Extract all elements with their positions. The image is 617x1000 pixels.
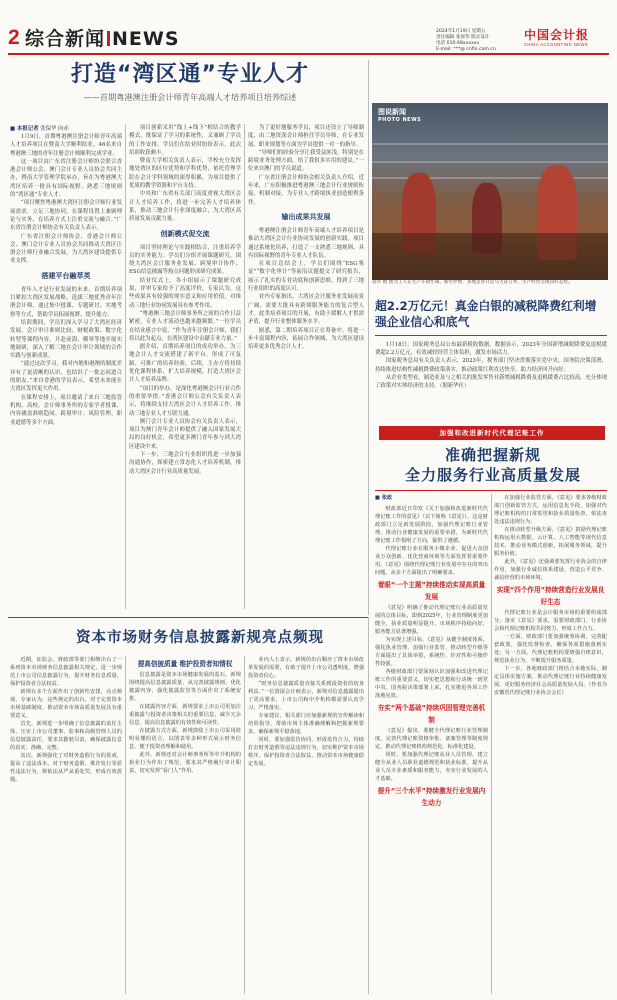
column-divider xyxy=(368,617,369,994)
paragraph: 项目创新采用“线上+线下”相结合的教学模式，既保证了学习的系统性，又兼顾了学员的工作安排。学员们在结业时纷纷表示，此次培训收获颇丰。 xyxy=(129,125,241,156)
paragraph: 粤港澳注册会计师青年高端人才培养项目是推动大湾区会计行业协同发展的创新实践。项目通过系统化培养，打造了一支熟悉三地规则、具有国际视野的青年专业人才队伍。 xyxy=(248,227,364,259)
paragraph: 此外，新规还对会计师事务所等中介机构的执业行为作出了规范，要求其严格履行审计职责，切实发挥“看门人”作用。 xyxy=(129,752,241,774)
photo-light-row xyxy=(372,161,608,163)
paragraph: 1月9日，首期粤港澳注册会计师青年高端人才培养项目在暨南大学顺利结业，46名来自粤港澳三地的青年注册会计师顺利完成学业。 xyxy=(10,134,122,157)
story4-column-3 xyxy=(248,656,364,994)
story3-kicker-banner: 加强和改进新时代代理记账工作 xyxy=(379,426,605,440)
paragraph: “项目的举办，是深化粤港澳会计行业合作的重要举措。”香港会计师公会有关负责人表示，将继续支持大湾区会计人才培养工作，推动三地专业人才互联互通。 xyxy=(129,385,241,417)
paragraph: 下一步，三地会计行业组织将进一步加强沟通协作，探索建立常态化人才培养机制，推动大湾区会计行业高质量发展。 xyxy=(129,451,241,475)
column-divider xyxy=(244,656,245,994)
paragraph: 此外，《意见》还强调要发挥行业协会的自律作用，加强行业诚信体系建设，营造公平竞争、诚信经营的市场环境。 xyxy=(494,559,607,581)
masthead xyxy=(8,26,609,52)
paragraph: 信息披露是资本市场健康发展的基石。新规围绕提高信息披露质量，从完善披露规则、优化披露内容、强化披露监管等方面作出了系统安排。 xyxy=(129,672,241,702)
lead-subhead-1: 搭建平台融萃英 xyxy=(41,271,91,280)
story3-byline: ■ 张政 xyxy=(375,495,393,501)
paragraph: 暨南大学相关负责人表示，学校充分发挥地处湾区的区位优势和学科优势，依托管理学院在会计学科领域的深厚积累，为项目提供了优质的教学资源和平台支持。 xyxy=(129,158,241,190)
issue-line: E-mail: ***@ cnfin.com.cn xyxy=(436,47,496,52)
photo-light-row xyxy=(372,143,608,145)
story3-headline-line: 全力服务行业高质量发展 xyxy=(404,466,581,484)
story3-column-1 xyxy=(375,494,488,994)
photo-caption xyxy=(372,280,608,294)
paragraph: 澳门会计专业人员协会有关负责人表示，项目为澳门青年会计师提供了融入国家发展大局的良好机会，希望更多澳门青年参与到大湾区建设中来。 xyxy=(129,418,241,450)
issue-line: 责任编辑 张保华 版式设计 xyxy=(436,35,490,40)
issue-info xyxy=(436,29,521,53)
paragraph: 据悉，第二期培养项目正在筹备中，将进一步丰富课程内容，拓展合作领域，为大湾区建设培养更多优秀会计人才。 xyxy=(248,327,364,351)
photo-tag xyxy=(378,108,421,124)
story4-headline: 资本市场财务信息披露新规亮点频现 xyxy=(76,630,324,646)
story3-subhead: 夯实“两个基础”持续巩固管理完善机制 xyxy=(377,704,486,724)
lead-column-2 xyxy=(129,124,241,613)
paragraph: 一方面，财政部门要加强统筹协调，完善配套政策，强化监督检查，确保各项措施落到实处；另一方面，代理记账机构要增强自律意识，规范执业行为，不断提升服务质量。 xyxy=(494,634,607,664)
paragraph: 《意见》提出，要健全代理记账行业管理制度，完善代理记账资格审批、备案管理等制度规定，推动代理记账机构规范化、标准化建设。 xyxy=(375,728,488,750)
paragraph: 为实现上述目标，《意见》从健全制度体系、强化执业管理、加强行业监管、推动转型升级等方面提出了具体举措，系统性、针对性和可操作性较强。 xyxy=(375,637,488,667)
story3-rule xyxy=(375,490,607,491)
lead-headline: 打造“湾区通”专业人才 xyxy=(71,62,309,87)
paragraph: 各级财政部门要深刻认识加强和改进代理记账工作的重要意义，切实把思想和行动统一到党中央、国务院决策部署上来，扎实推进各项工作落地见效。 xyxy=(375,669,488,699)
byline-label: ■ 本报记者 xyxy=(10,126,39,132)
paragraph: 其次，新规强化了对财务造假行为的惩戒，提高了违法成本。对于财务造假、欺诈发行等恶性违法行为，将依法从严从重处罚，形成有效震慑。 xyxy=(10,753,122,783)
paragraph: “粤港澳三地会计师事务所之间的合作日益紧密，专业人才流动也越来越频繁。”一位学员在结业感言中说，“作为青年注册会计师，我们将以此为起点，在湾区建设中贡献专业力量。” xyxy=(129,310,241,342)
photo-credit: 高华 摄 xyxy=(372,280,388,285)
page-number: 2 xyxy=(8,26,20,49)
lead-byline xyxy=(10,124,69,132)
paragraph: 在披露内容方面，新规要求上市公司更加注重披露与投资者决策相关的重要信息，减少冗余信息，提高信息披露的有效性和可读性。 xyxy=(129,704,241,726)
story2-body xyxy=(375,341,607,423)
masthead-rule xyxy=(8,53,609,55)
story3-subhead: 提升“三个水平”持续激发行业发展内生动力 xyxy=(377,787,486,807)
paragraph: 首先，新规进一步明确了信息披露的责任主体，压实上市公司董事、监事和高级管理人员的信息披露责任，要求其勤勉尽责，确保披露信息的真实、准确、完整。 xyxy=(10,721,122,751)
section-title-cn: 综合新闻 xyxy=(25,28,106,50)
paragraph: 代理记账行业是会计服务市场的重要组成部分。落实《意见》要求，需要财政部门、行业协会和代理记账机构共同努力，形成工作合力。 xyxy=(494,610,607,632)
byline-names: 张保华 向赤 xyxy=(40,126,69,132)
paragraph: 同时，要加强代理记账从业人员管理，建立健全从业人员职业道德规范和执业标准，提升从业人员专业素质和服务能力，夯实行业发展的人才基础。 xyxy=(375,752,488,782)
paragraph: 结业仪式上，各小组展示了课题研究成果，评审专家给予了高度评价。专家认为，这些成果具有较强的现实意义和应用价值，对推动三地行业协同发展具有参考作用。 xyxy=(129,277,241,309)
paragraph: 项目坚持理论与实践相结合，注重培养学员的实务能力。学员们分组开展课题研究，围绕大湾区会计服务业发展、跨境审计协作、ESG信息披露等热点问题形成研究成果。 xyxy=(129,244,241,276)
news-photo xyxy=(372,103,608,280)
paragraph: 在披露方式方面，新规鼓励上市公司采用简明易懂的语言，以图表等多种形式展示财务信息，便于投资者理解和使用。 xyxy=(129,728,241,750)
story4-top-rule xyxy=(8,617,368,618)
paragraph: 青年人才是行业发展的未来。首期培养项目紧扣大湾区发展战略，选拔三地优秀青年注册会计师，通过集中授课、专题研讨、实地考察等方式，帮助学员拓展视野、提升能力。 xyxy=(10,286,122,318)
paragraph: 从企业类型看，制造业及与之相关的批发零售业新增减税降费及退税缓费占比较高，充分体现了政策对实体经济的支持。（据新华社） xyxy=(375,374,607,390)
section-separator xyxy=(107,31,110,46)
photo-workbench xyxy=(372,233,608,280)
column-divider xyxy=(125,656,126,994)
paragraph: 下一步，各地财政部门将结合本地实际，制定具体实施方案，推动代理记账行业持续健康发展，更好服务经济社会高质量发展大局。（作者为安徽省代理记账行业协会会长） xyxy=(494,666,607,696)
paragraph: 业内专家指出，大湾区会计服务业发展前景广阔，需要大批具有跨境服务能力的复合型人才。此类培养项目的开展，有助于缓解人才供需矛盾，提升行业整体服务水平。 xyxy=(248,294,364,326)
logo-en: CHINA ACCOUNTING NEWS xyxy=(524,42,589,47)
paragraph: 中央和广东省有关部门高度重视大湾区会计人才培养工作，将进一步完善人才培养体系，推动三地会计行业深度融合，为大湾区高质量发展贡献力量。 xyxy=(129,191,241,223)
paragraph: 1月18日，国家税务总局公布最新税收数据，数据显示，2023年全国新增减税降费及退税缓费超2.2万亿元，有效减轻经营主体负担，激发市场活力。 xyxy=(375,342,607,357)
newspaper-logo xyxy=(524,28,609,50)
paragraph: 代理记账行业在服务小微企业、促进大众创业万众创新、优化营商环境等方面发挥着重要作用。《意见》围绕代理记账行业发展中存在的突出问题，从多个方面提出了明确要求。 xyxy=(375,546,488,576)
lead-column-3 xyxy=(248,124,364,613)
paragraph: 新规在多个方面作出了创新性安排，亮点频现。专家认为，这些规定的出台，对于完善资本市场基础制度、推动资本市场高质量发展具有重要意义。 xyxy=(10,689,122,719)
paragraph: 财政部近日印发《关于加强和改进新时代代理记账工作的意见》（以下简称《意见》），这是财政部门立足新发展阶段，加强代理记账行业管理、推动行业健康发展的重要举措，为新时代代理记账工作指明了方向，提供了遵循。 xyxy=(375,506,488,544)
story3-subhead: 着眼“一个主题”持续推动实现高质量发展 xyxy=(377,581,486,601)
paragraph: 在推动转型升级方面，《意见》鼓励代理记账机构运用大数据、云计算、人工智能等现代信息技术，推动业务模式创新，拓展服务领域，提升服务价值。 xyxy=(494,527,607,557)
paragraph: 业内人士表示，新规的出台顺应了资本市场改革发展的需要，有助于提升上市公司透明度，增强投资者信心。 xyxy=(248,657,364,679)
issue-line: 电话 010-68xxxxxx xyxy=(436,41,480,46)
issue-line: 2024年1月19日 星期五 xyxy=(436,29,486,34)
story2-headline: 超2.2万亿元！真金白银的减税降费红利增强企业信心和底气 xyxy=(375,299,597,329)
story3-column-2 xyxy=(494,494,607,994)
photo-caption-text: 图为工人在生产车间忙碌。新年伊始，多地企业开足马力赶订单，生产经营呈现良好态势。 xyxy=(388,280,573,285)
story2-rule xyxy=(375,335,607,336)
paragraph: 为了更好地服务学员，项目还设立了导师制度，由三地资深会计师担任学员导师，在专业发展、职业规划等方面为学员提供一对一的指导。 xyxy=(248,125,364,148)
paragraph: 培训期间，学员们深入学习了大湾区经济发展、会计审计准则比较、财税政策、数字化转型等课程内容，并赴前海、横琴等地开展实地调研，深入了解三地在会计审计领域的合作实践与创新成果。 xyxy=(10,319,122,360)
paragraph: 这一项目由广东省注册会计师协会联合香港会计师公会、澳门会计专业人员协会共同主办，暨南大学管理学院承办，旨在为粤港澳大湾区培养一批具有国际视野、熟悉三地规则的“湾区通”专业人才。 xyxy=(10,158,122,199)
story4-column-1 xyxy=(10,656,122,994)
paragraph: 《意见》明确了推动代理记账行业高质量发展的总体目标，即到2025年，行业管理制度更加健全，执业质量明显提升，市场秩序持续向好，服务能力显著增强。 xyxy=(375,605,488,635)
column-divider xyxy=(368,60,369,615)
paragraph: 广东省注册会计师协会、香港会计师公会、澳门会计专业人员协会共同推动大湾区注册会计师行业融合发展，为大湾区建设提供专业支撑。 xyxy=(10,233,122,265)
paragraph: 专家建议，相关部门应加强新规的宣传解读和培训指导，帮助市场主体准确理解和把握新规要求，确保新规平稳落地。 xyxy=(248,713,364,735)
photo-tag-cn: 图说新闻 xyxy=(378,108,406,116)
paragraph: “导师们的经验分享让我受益匪浅，特别是在跨境业务处理方面，给了我很多实用的建议。”一位来自澳门的学员说道。 xyxy=(248,149,364,173)
paragraph: “财务信息披露质量直接关系到投资者的切身利益。”一位资深会计师表示，新规对信息披露提出了更高要求，上市公司和中介机构都需要认真学习、严格落实。 xyxy=(248,681,364,711)
column-divider xyxy=(125,124,126,609)
photo-tag-en: PHOTO NEWS xyxy=(378,117,422,123)
lead-subtitle: ——首期粤港澳注册会计师青年高端人才培养项目培养综述 xyxy=(83,92,297,102)
story3-subhead: 实现“四个作用”持续营造行业发展良好生态 xyxy=(496,586,605,606)
paragraph: 广东省注册会计师协会相关负责人介绍，近年来，广东积极推进粤港澳三地会计行业规则衔接、机制对接，为专业人才跨境执业创造便利条件。 xyxy=(248,174,364,206)
lead-subhead-3: 输出成果共发展 xyxy=(281,212,331,221)
paragraph: “项目聚焦粤港澳大湾区注册会计师行业发展需求，立足三地协同，在课程设置上兼顾理论与实务，在培养方式上注重交流与融合。”广东省注册会计师协会有关负责人表示。 xyxy=(10,200,122,232)
paragraph: 在项目总结会上，学员们围绕“ESG鉴证”“数字化审计”等前沿议题提交了研究报告，展示了扎实的专业功底和创新思维，得到了三地行业组织的高度认可。 xyxy=(248,261,364,293)
section-title xyxy=(25,28,180,50)
column-divider xyxy=(491,494,492,994)
lead-subhead-2: 创新模式促交流 xyxy=(160,229,210,238)
story3-headline xyxy=(386,445,600,485)
logo-cn: 中国会计报 xyxy=(524,28,590,42)
paragraph: 据介绍，首期培养项目的成功举办，为三地会计人才交流搭建了新平台，形成了可复制、可推广的培养经验。后续，主办方将持续优化课程体系，扩大培养规模，打造大湾区会计人才培养品牌。 xyxy=(129,344,241,384)
paragraph: 在加强行业监管方面，《意见》要求各级财政部门创新监管方式，运用信息化手段，加强对代理记账机构的日常监管和执业质量检查，依法查处违法违规行为。 xyxy=(494,495,607,525)
paragraph: 近期，证监会、财政部等部门相继出台了一系列资本市场财务信息披露相关规定，进一步规范上市公司信息披露行为，提升财务信息质量，保护投资者合法权益。 xyxy=(10,657,122,687)
paragraph: 国家税务总局有关负责人表示，2023年，税务部门坚决贯彻落实党中央、国务院决策部署，持续推进结构性减税降费政策落实，推动政策红利直达快享，助力经济回升向好。 xyxy=(375,358,607,373)
column-divider xyxy=(244,124,245,609)
story4-column-2 xyxy=(129,656,241,994)
paragraph: 同时，要加强监管协同，形成监管合力，持续打击财务造假等违法违规行为，切实维护资本市场秩序，保护投资者合法权益，推动资本市场健康稳定发展。 xyxy=(248,737,364,767)
paragraph: 在课程安排上，项目邀请了来自三地监管机构、高校、会计师事务所的专家学者授课，内容涵盖准则趋同、跨境审计、风险管理、职业道德等多个方面。 xyxy=(10,394,122,426)
section-title-en: NEWS xyxy=(112,28,180,50)
lead-column-1 xyxy=(10,133,122,613)
story3-headline-line: 准确把握新规 xyxy=(444,446,541,464)
story4-subhead: 提高信披质量 维护投资者知情权 xyxy=(137,660,233,668)
paragraph: “通过这次学习，我对内地和港澳的制度差异有了更清晰的认识，也结识了一批志同道合的朋友。”来自香港的学员表示，希望未来能在大湾区发挥更大作用。 xyxy=(10,361,122,393)
